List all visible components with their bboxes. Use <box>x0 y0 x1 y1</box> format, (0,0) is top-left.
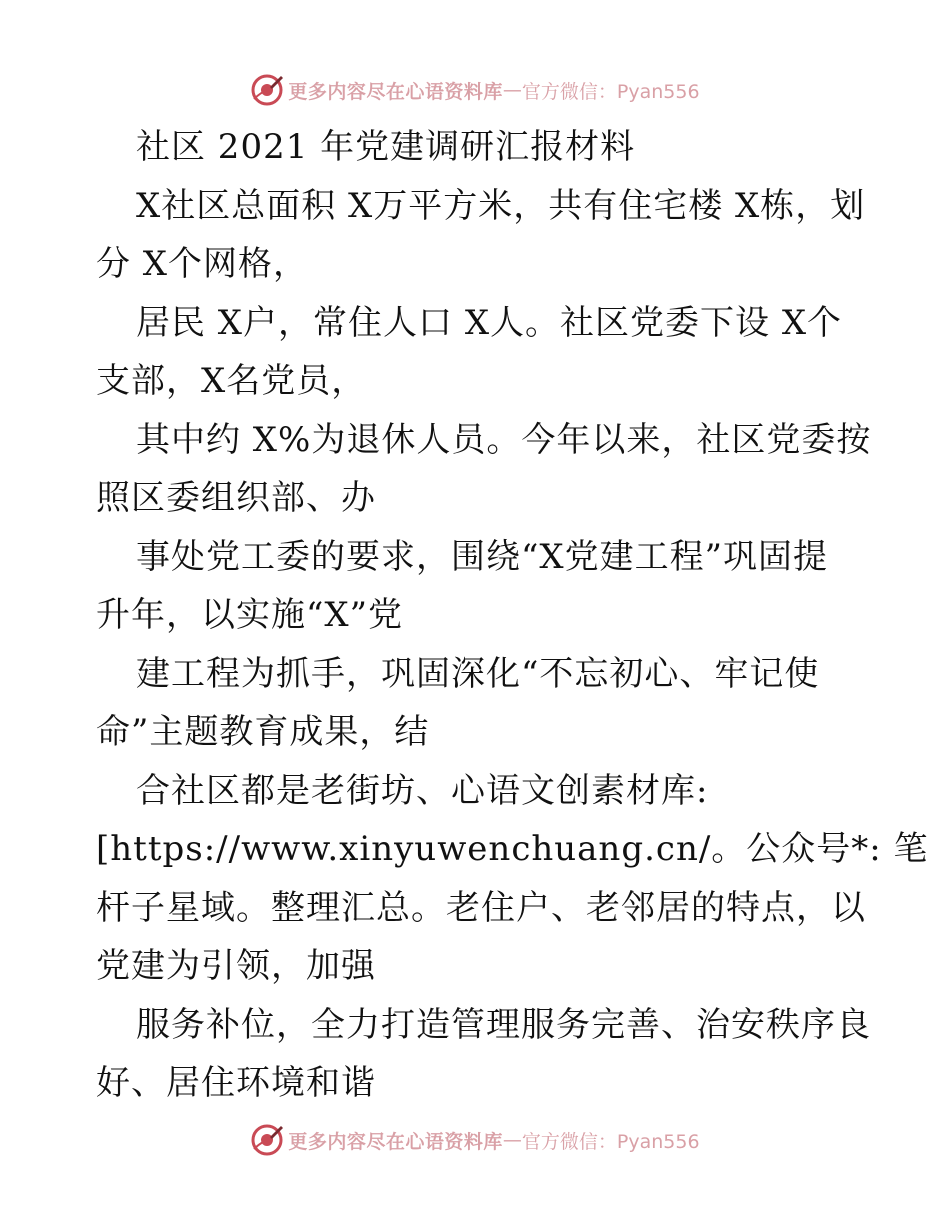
paragraph-line: 事处党工委的要求，围绕“X党建工程”巩固提 <box>136 536 828 577</box>
pen-logo-icon <box>250 73 284 107</box>
paragraph-line: 建工程为抓手，巩固深化“不忘初心、牢记使 <box>136 653 820 694</box>
footer-watermark-banner <box>0 1120 950 1160</box>
paragraph-line: 分 X个网格， <box>96 244 309 284</box>
paragraph-line: 其中约 X%为退休人员。今年以来，社区党委按 <box>136 419 872 460</box>
document-title: 社区 2021 年党建调研汇报材料 <box>136 127 636 167</box>
watermark-site-text: 更多内容尽在心语资料库 <box>288 80 503 103</box>
paragraph-line: 命”主题教育成果，结 <box>96 712 430 752</box>
paragraph-line: 照区委组织部、办 <box>96 478 376 518</box>
paragraph-line: 党建为引领，加强 <box>96 946 376 986</box>
watermark-separator: — <box>502 79 522 101</box>
paragraph-line: 杆子星域。整理汇总。老住户、老邻居的特点，以 <box>96 887 866 928</box>
paragraph-line: [https://www.xinyuwenchuang.cn/。公众号*: 笔 <box>96 829 929 869</box>
paragraph-line: 服务补位，全力打造管理服务完善、治安秩序良 <box>136 1004 871 1045</box>
paragraph-line: 合社区都是老街坊、心语文创素材库: <box>136 770 709 811</box>
paragraph-line: 支部，X名党员， <box>96 361 367 401</box>
paragraph-line: 好、居住环境和谐 <box>96 1063 376 1103</box>
watermark-site-text: 更多内容尽在心语资料库 <box>288 1130 503 1153</box>
paragraph-line: 升年，以实施“X”党 <box>96 595 403 635</box>
watermark-separator: — <box>502 1129 522 1151</box>
header-watermark-banner <box>0 70 950 110</box>
paragraph-line: 居民 X户，常住人口 X人。社区党委下设 X个 <box>136 302 843 343</box>
paragraph-line: X社区总面积 X万平方米，共有住宅楼 X栋，划 <box>136 185 866 226</box>
watermark-wechat-text: 官方微信：Pyan556 <box>521 80 700 103</box>
watermark-wechat-text: 官方微信：Pyan556 <box>521 1130 700 1153</box>
pen-logo-icon <box>250 1123 284 1157</box>
document-body <box>96 118 929 1113</box>
